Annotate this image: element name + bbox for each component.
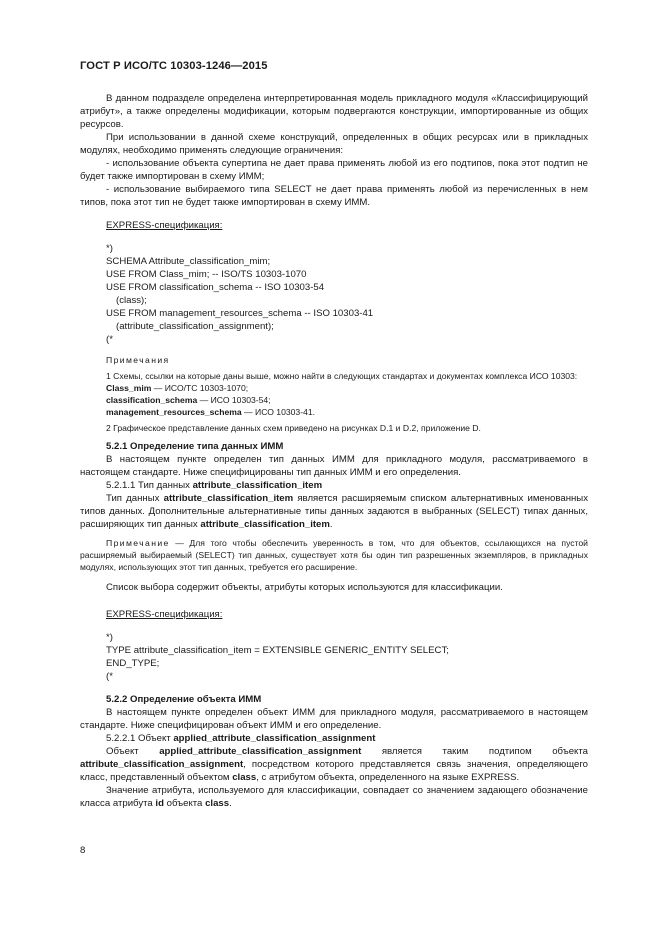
intro-paragraph-2: При использовании в данной схеме конструкций, определенных в общих ресурсах или в прикладных модулях, необходимо применять следующие ограничения:	[80, 132, 588, 156]
restriction-2: - использование выбираемого типа SELECT не дает права применять любой из перечисленных в нем типов, пока этот тип не будет также импортирован в схему ИММ.	[80, 184, 588, 208]
express-spec-label-1: EXPRESS-спецификация:	[106, 220, 223, 231]
code-line: *)	[106, 243, 113, 254]
code-line: END_TYPE;	[106, 658, 160, 669]
note-1-item: classification_schema — ИСО 10303-54;	[106, 395, 271, 405]
section-5-2-1-text: В настоящем пункте определен тип данных ИММ для прикладного модуля, рассматриваемого в настоящем стандарте. Ниже специфицированы тип данных ИММ и его определения.	[80, 454, 588, 478]
section-5-2-2-title: 5.2.2 Определение объекта ИММ	[106, 694, 262, 705]
express-code-block-1	[80, 242, 588, 346]
code-line: *)	[106, 632, 113, 643]
code-line: SCHEMA Attribute_classification_mim;	[106, 256, 271, 267]
section-5-2-1-title: 5.2.1 Определение типа данных ИММ	[106, 441, 284, 452]
section-5-2-1-1-title: 5.2.1.1 Тип данных attribute_classification_item	[106, 480, 323, 491]
select-list-text: Список выбора содержит объекты, атрибуты которых используются для классификации.	[106, 582, 503, 593]
code-line: (class);	[116, 295, 147, 306]
restriction-1: - использование объекта супертипа не дает права применять любой из его подтипов, пока этот подтип не будет также импортирован в схему ИММ;	[80, 158, 588, 182]
code-line: TYPE attribute_classification_item = EXTENSIBLE GENERIC_ENTITY SELECT;	[106, 645, 449, 656]
code-line: (attribute_classification_assignment);	[116, 321, 274, 332]
section-5-2-2-1-text: Объект applied_attribute_classification_assignment является таким подтипом объекта attribute_classification_assignment, посредством которого представляется связь значения, определяющего класс, представленный объектом class, с атрибутом объекта, определенного на языке EXPRESS.	[80, 746, 588, 783]
express-spec-label-2: EXPRESS-спецификация:	[106, 609, 223, 620]
section-5-2-2-text: В настоящем пункте определен объект ИММ для прикладного модуля, рассматриваемого в настоящем стандарте. Ниже специфицирован объект ИММ и его определение.	[80, 707, 588, 731]
code-line: USE FROM Class_mim; -- ISO/TS 10303-1070	[106, 269, 307, 280]
document-header: ГОСТ Р ИСО/ТС 10303-1246—2015	[80, 60, 268, 72]
note-3: Примечание — Для того чтобы обеспечить уверенность в том, что для объектов, ссылающихся на пустой расширяемый выбираемый (SELECT) тип данных, существует хотя бы один тип разрешенных экземпляров, в прикладных модулях, использующих этот тип данных, требуется его расширение.	[80, 538, 588, 572]
note-1: 1 Схемы, ссылки на которые даны выше, можно найти в следующих стандартах и документах комплекса ИСО 10303:	[106, 371, 578, 381]
express-code-block-2	[80, 631, 588, 683]
code-line: USE FROM management_resources_schema -- ISO 10303-41	[106, 308, 374, 319]
notes-title: Примечания	[106, 355, 170, 365]
page-number: 8	[80, 845, 86, 856]
section-5-2-2-1-title: 5.2.2.1 Объект applied_attribute_classification_assignment	[106, 733, 376, 744]
note-1-item: management_resources_schema — ИСО 10303-41.	[106, 407, 316, 417]
note-1-item: Class_mim — ИСО/ТС 10303-1070;	[106, 383, 249, 393]
intro-paragraph-1: В данном подразделе определена интерпретированная модель прикладного модуля «Классифицирующий атрибут», а также определены модификации, которым подвергаются конструкции, импортированные из общих ресурсов.	[80, 93, 588, 130]
code-line: (*	[106, 334, 113, 345]
code-line: (*	[106, 671, 113, 682]
code-line: USE FROM classification_schema -- ISO 10303-54	[106, 282, 325, 293]
section-5-2-2-1-last: Значение атрибута, используемого для классификации, совпадает со значением задающего обозначение класса атрибута id объекта class.	[80, 785, 588, 809]
section-5-2-1-1-text: Тип данных attribute_classification_item является расширяемым списком альтернативных именованных типов данных. Дополнительные альтернативные типы данных задаются в выбранных (SELECT) типах данных, расширяющих тип данных attribute_classification_item.	[80, 493, 588, 530]
note-2: 2 Графическое представление данных схем приведено на рисунках D.1 и D.2, приложение D.	[106, 423, 481, 433]
page-content	[80, 92, 588, 810]
